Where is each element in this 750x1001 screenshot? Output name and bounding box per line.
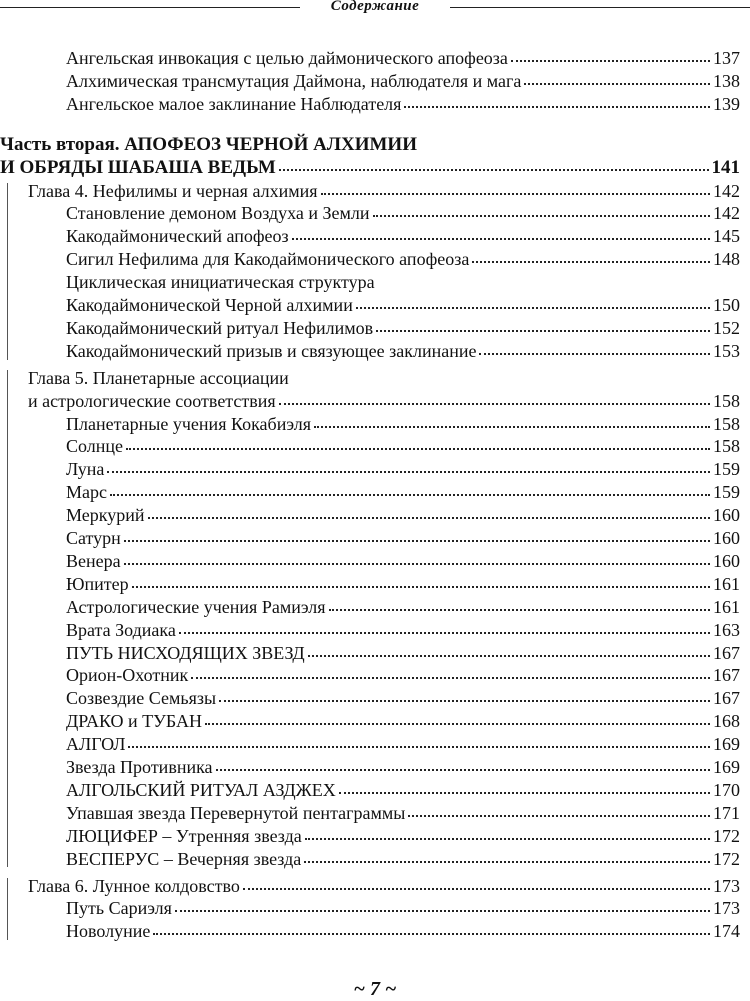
toc-entry-title: Какодаймонический апофеоз bbox=[66, 226, 289, 247]
toc-entry-page: 167 bbox=[713, 665, 740, 686]
chapter-margin-rule bbox=[7, 370, 8, 868]
toc-entry-page: 168 bbox=[713, 711, 740, 732]
toc-entry-title: Глава 5. Планетарные ассоциации bbox=[28, 367, 289, 388]
toc-entry-page: 148 bbox=[713, 249, 740, 270]
toc-entry[interactable] bbox=[0, 641, 740, 665]
toc-entry-title: Сатурн bbox=[66, 528, 121, 548]
toc-entry-page: 137 bbox=[713, 48, 740, 68]
dot-leader bbox=[205, 722, 710, 725]
dot-leader bbox=[305, 837, 710, 840]
dot-leader bbox=[279, 402, 710, 405]
toc-entry[interactable] bbox=[0, 412, 740, 436]
toc-entry-page: 142 bbox=[713, 203, 740, 224]
toc-entry[interactable] bbox=[0, 201, 740, 225]
toc-entry[interactable] bbox=[0, 526, 740, 550]
toc-entry-title: Часть вторая. АПОФЕОЗ ЧЕРНОЙ АЛХИМИИ bbox=[0, 133, 417, 155]
toc-entry-title: Сигил Нефилима для Какодаймонического апофеоза bbox=[66, 249, 470, 270]
dot-leader bbox=[216, 768, 710, 771]
toc-entry-page: 170 bbox=[713, 779, 740, 800]
dot-leader bbox=[107, 470, 710, 473]
toc-entry[interactable] bbox=[0, 618, 740, 642]
toc-entry[interactable] bbox=[0, 801, 740, 825]
toc-entry-title: Путь Сариэля bbox=[66, 898, 172, 919]
dot-leader bbox=[314, 425, 710, 428]
toc-entry-page: 150 bbox=[713, 295, 740, 315]
toc-entry[interactable] bbox=[0, 92, 740, 116]
toc-entry[interactable] bbox=[0, 896, 740, 920]
toc-entry[interactable] bbox=[0, 824, 740, 848]
toc-entry-page: 153 bbox=[713, 340, 740, 361]
header-rule-right bbox=[450, 7, 750, 8]
toc-entry-title: Созвездие Семьязы bbox=[66, 688, 217, 709]
dot-leader bbox=[126, 447, 710, 450]
dot-leader bbox=[304, 860, 710, 863]
toc-entry-title: Ангельское малое заклинание Наблюдателя bbox=[66, 93, 402, 114]
toc-entry[interactable] bbox=[0, 503, 740, 527]
dot-leader bbox=[321, 192, 710, 195]
toc-entry-page: 163 bbox=[713, 619, 740, 640]
toc-entry[interactable] bbox=[0, 457, 740, 481]
toc-entry-page: 158 bbox=[713, 390, 740, 411]
dot-leader bbox=[376, 329, 710, 332]
toc-entry[interactable] bbox=[0, 69, 740, 93]
toc-entry-page: 160 bbox=[713, 528, 740, 548]
dot-leader bbox=[179, 631, 710, 634]
chapter-heading[interactable] bbox=[0, 366, 740, 390]
toc-entry[interactable] bbox=[0, 595, 740, 619]
toc-entry-page: 160 bbox=[713, 550, 740, 571]
running-header bbox=[0, 0, 750, 16]
toc-entry-title: Какодаймонический ритуал Нефилимов bbox=[66, 317, 374, 338]
toc-entry-title: Какодаймонической Черной алхимии bbox=[66, 295, 353, 315]
chapter-heading[interactable] bbox=[0, 874, 740, 898]
dot-leader bbox=[292, 237, 710, 240]
toc-entry-title: Врата Зодиака bbox=[66, 619, 176, 640]
dot-leader bbox=[279, 168, 709, 171]
chapter-heading[interactable] bbox=[0, 389, 740, 413]
toc-entry-title: Меркурий bbox=[66, 505, 145, 526]
toc-entry-page: 169 bbox=[713, 757, 740, 777]
dot-leader bbox=[191, 676, 710, 679]
dot-leader bbox=[175, 909, 710, 912]
toc-entry-title: ЛЮЦИФЕР – Утренняя звезда bbox=[66, 825, 302, 846]
chapter-margin-rule bbox=[7, 878, 8, 941]
chapter-heading[interactable] bbox=[0, 179, 740, 203]
toc-entry-page: 139 bbox=[713, 93, 740, 114]
toc-entry-title: Какодаймонический призыв и связующее заклинание bbox=[66, 340, 477, 361]
toc-entry-title: Становление демоном Воздуха и Земли bbox=[66, 203, 370, 224]
toc-entry-page: 161 bbox=[713, 573, 740, 594]
dot-leader bbox=[153, 932, 710, 935]
toc-entry-page: 172 bbox=[713, 848, 740, 869]
toc-entry-title: Орион-Охотник bbox=[66, 665, 189, 686]
dot-leader bbox=[404, 105, 710, 108]
toc-entry[interactable] bbox=[0, 293, 740, 317]
dot-leader bbox=[339, 791, 710, 794]
dot-leader bbox=[356, 306, 710, 309]
toc-entry[interactable] bbox=[0, 247, 740, 271]
dot-leader bbox=[511, 59, 710, 62]
header-title: Содержание bbox=[330, 0, 420, 14]
toc-entry-page: 145 bbox=[713, 226, 740, 247]
toc-entry-page: 174 bbox=[713, 921, 740, 942]
chapter-margin-rule bbox=[7, 183, 8, 360]
dot-leader bbox=[472, 260, 710, 263]
toc-entry[interactable] bbox=[0, 224, 740, 248]
toc-entry-title: Глава 4. Нефилимы и черная алхимия bbox=[28, 180, 318, 201]
toc-entry[interactable] bbox=[0, 572, 740, 596]
toc-entry-page: 141 bbox=[711, 156, 740, 178]
dot-leader bbox=[124, 562, 710, 565]
toc-entry-page: 173 bbox=[713, 898, 740, 919]
dot-leader bbox=[148, 516, 710, 519]
toc-entry[interactable] bbox=[0, 339, 740, 363]
toc-entry-title: и астрологические соответствия bbox=[28, 390, 276, 411]
toc-entry-page: 158 bbox=[713, 436, 740, 457]
toc-entry[interactable] bbox=[0, 46, 740, 70]
dot-leader bbox=[243, 887, 710, 890]
toc-entry-title: Алхимическая трансмутация Даймона, наблюдателя и мага bbox=[66, 70, 522, 91]
header-rule-left bbox=[0, 7, 300, 8]
toc-entry-page: 158 bbox=[713, 413, 740, 434]
toc-entry-title: ДРАКО и ТУБАН bbox=[66, 711, 203, 732]
toc-entry-page: 167 bbox=[713, 642, 740, 663]
toc-entry-title: Глава 6. Лунное колдовство bbox=[28, 875, 240, 896]
toc-entry-page: 161 bbox=[713, 596, 740, 617]
dot-leader bbox=[479, 352, 710, 355]
toc-entry-title: Луна bbox=[66, 459, 105, 480]
toc-entry[interactable] bbox=[0, 919, 740, 943]
toc-entry-title: ВЕСПЕРУС – Вечерняя звезда bbox=[66, 848, 302, 869]
toc-entry-title: Упавшая звезда Перевернутой пентаграммы bbox=[66, 802, 406, 823]
part-heading[interactable] bbox=[0, 156, 740, 180]
toc-entry-page: 138 bbox=[713, 70, 740, 91]
toc-entry-page: 172 bbox=[713, 825, 740, 846]
toc-entry-page: 160 bbox=[713, 505, 740, 526]
toc-entry[interactable] bbox=[0, 847, 740, 871]
dot-leader bbox=[110, 493, 710, 496]
toc-entry-title: И ОБРЯДЫ ШАБАША ВЕДЬМ bbox=[0, 156, 276, 178]
page-number: ~ 7 ~ bbox=[353, 978, 397, 1000]
toc-entry-title: ПУТЬ НИСХОДЯЩИХ ЗВЕЗД bbox=[66, 642, 305, 663]
toc-entry-page: 173 bbox=[713, 875, 740, 896]
toc-entry-page: 142 bbox=[713, 180, 740, 201]
part-heading[interactable] bbox=[0, 133, 740, 157]
dot-leader bbox=[524, 82, 710, 85]
dot-leader bbox=[128, 745, 710, 748]
toc-entry[interactable] bbox=[0, 709, 740, 733]
toc-entry[interactable] bbox=[0, 778, 740, 802]
toc-entry[interactable] bbox=[0, 434, 740, 458]
toc-entry-page: 171 bbox=[713, 802, 740, 823]
toc-entry-title: Марс bbox=[66, 482, 107, 503]
toc-entry-page: 169 bbox=[713, 734, 740, 755]
dot-leader bbox=[373, 214, 710, 217]
toc-entry-title: АЛГОЛЬСКИЙ РИТУАЛ АЗДЖЕХ bbox=[66, 779, 336, 800]
dot-leader bbox=[308, 654, 710, 657]
toc-entry-page: 159 bbox=[713, 482, 740, 503]
toc-entry[interactable] bbox=[0, 732, 740, 756]
dot-leader bbox=[408, 814, 710, 817]
toc-entry-page: 152 bbox=[713, 317, 740, 338]
toc-entry-title: Солнце bbox=[66, 436, 124, 457]
toc-entry-title: Новолуние bbox=[66, 921, 151, 942]
dot-leader bbox=[219, 699, 710, 702]
toc-entry[interactable] bbox=[0, 316, 740, 340]
toc-entry[interactable] bbox=[0, 480, 740, 504]
toc-entry[interactable] bbox=[0, 270, 740, 294]
toc-entry-title: Звезда Противника bbox=[66, 757, 213, 777]
dot-leader bbox=[329, 608, 710, 611]
toc-entry-title: Астрологические учения Рамиэля bbox=[66, 596, 326, 617]
toc-entry[interactable] bbox=[0, 686, 740, 710]
toc-entry-title: Юпитер bbox=[66, 573, 129, 594]
toc-entry[interactable] bbox=[0, 549, 740, 573]
toc-entry-title: Планетарные учения Кокабиэля bbox=[66, 413, 311, 434]
toc-entry-title: Венера bbox=[66, 550, 121, 571]
toc-entry-title: АЛГОЛ bbox=[66, 734, 126, 755]
toc-entry[interactable] bbox=[0, 755, 740, 779]
toc-entry-page: 167 bbox=[713, 688, 740, 709]
toc-entry-title: Циклическая инициатическая структура bbox=[66, 272, 375, 293]
dot-leader bbox=[124, 539, 710, 542]
toc-entry-title: Ангельская инвокация с целью даймонического апофеоза bbox=[66, 48, 508, 68]
dot-leader bbox=[132, 585, 710, 588]
toc-entry[interactable] bbox=[0, 663, 740, 687]
toc-entry-page: 159 bbox=[713, 459, 740, 480]
